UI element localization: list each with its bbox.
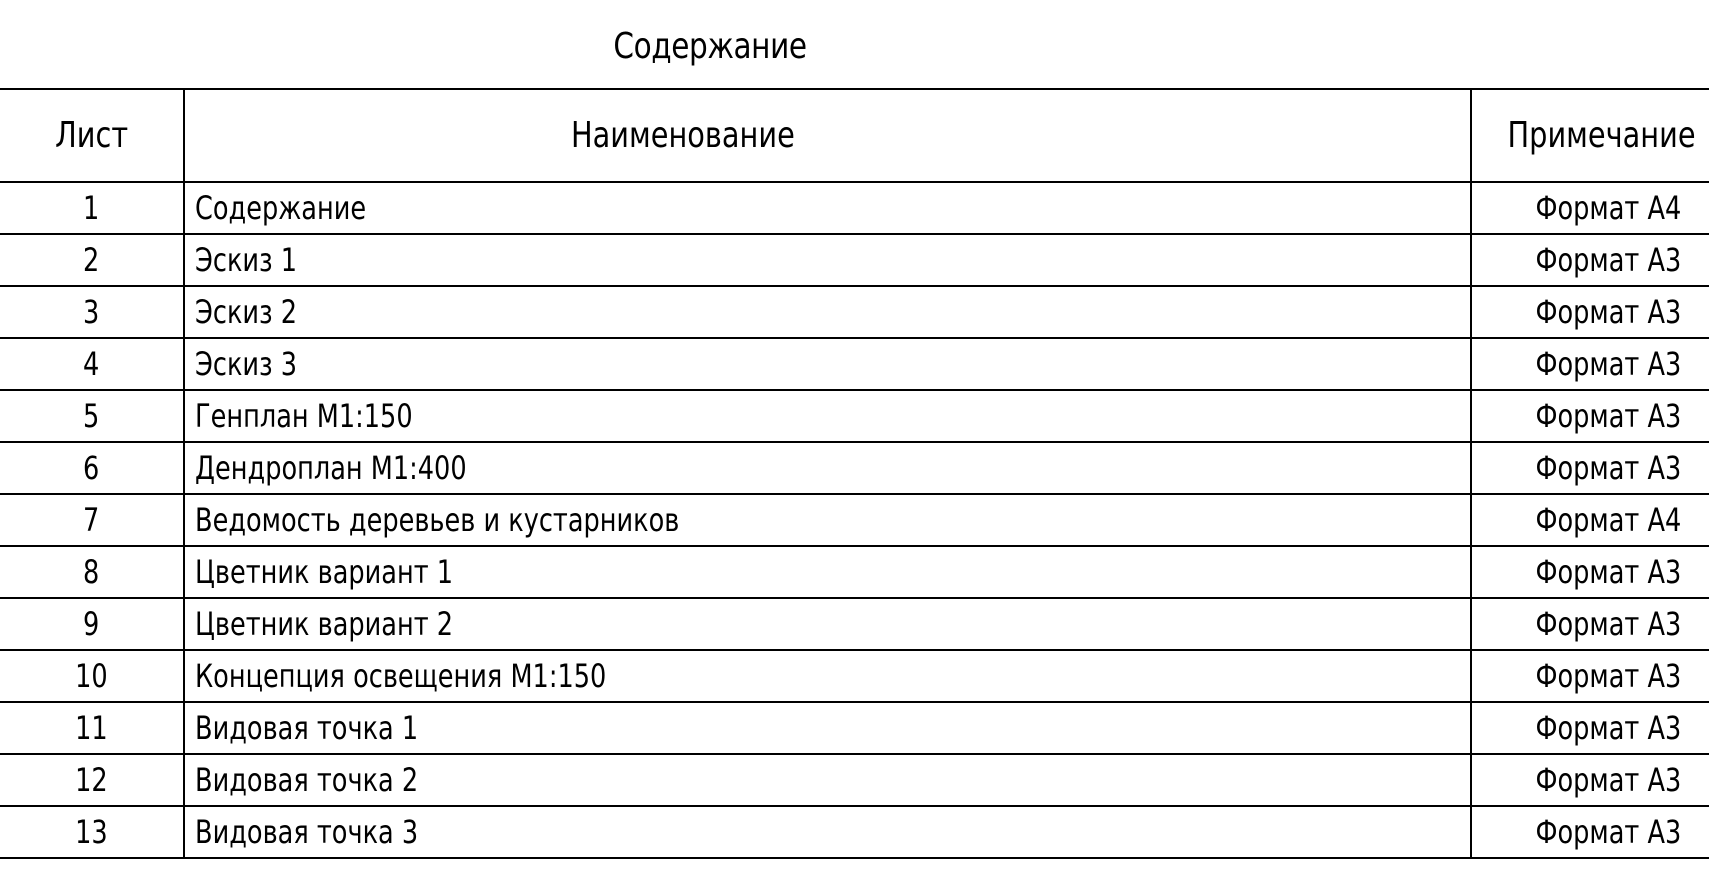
page-title-text: Содержание <box>613 26 807 67</box>
sheet-note-cell <box>1471 650 1709 702</box>
sheet-number-cell <box>0 702 184 754</box>
sheet-note-cell <box>1471 494 1709 546</box>
sheet-name-cell <box>184 390 1471 442</box>
sheet-name-cell <box>184 650 1471 702</box>
sheet-number: 1 <box>83 189 100 227</box>
sheet-name: Видовая точка 3 <box>195 813 419 851</box>
sheet-note-cell <box>1471 598 1709 650</box>
sheet-number-cell <box>0 390 184 442</box>
sheet-name: Эскиз 3 <box>195 345 298 383</box>
sheet-name: Видовая точка 2 <box>195 761 419 799</box>
sheet-note-cell <box>1471 754 1709 806</box>
sheet-name-cell <box>184 546 1471 598</box>
sheet-note-cell <box>1471 442 1709 494</box>
table-row <box>0 338 1709 390</box>
sheet-number-cell <box>0 442 184 494</box>
sheet-number: 4 <box>83 345 100 383</box>
sheet-note: Формат А3 <box>1535 657 1681 695</box>
table-header-row <box>0 89 1709 182</box>
sheet-number: 11 <box>75 709 108 747</box>
sheet-number-cell <box>0 754 184 806</box>
sheet-number: 7 <box>83 501 100 539</box>
header-name <box>184 89 1471 182</box>
sheet-name: Эскиз 2 <box>195 293 298 331</box>
contents-table <box>0 88 1709 859</box>
table-row <box>0 702 1709 754</box>
sheet-name-cell <box>184 234 1471 286</box>
sheet-note-cell <box>1471 182 1709 234</box>
sheet-name: Генплан М1:150 <box>195 397 413 435</box>
sheet-name-cell <box>184 754 1471 806</box>
sheet-note: Формат А3 <box>1535 605 1681 643</box>
header-note <box>1471 89 1709 182</box>
sheet-name: Эскиз 1 <box>195 241 298 279</box>
sheet-note: Формат А3 <box>1535 293 1681 331</box>
sheet-number-cell <box>0 546 184 598</box>
sheet-note: Формат А3 <box>1535 553 1681 591</box>
sheet-name-cell <box>184 182 1471 234</box>
sheet-number-cell <box>0 650 184 702</box>
sheet-note-cell <box>1471 546 1709 598</box>
table-row <box>0 234 1709 286</box>
header-note-label: Примечание <box>1507 115 1696 156</box>
sheet-number-cell <box>0 806 184 858</box>
sheet-name: Дендроплан М1:400 <box>195 449 467 487</box>
sheet-name: Концепция освещения М1:150 <box>195 657 607 695</box>
sheet-note-cell <box>1471 286 1709 338</box>
header-sheet <box>0 89 184 182</box>
sheet-number: 12 <box>75 761 108 799</box>
sheet-name: Цветник вариант 1 <box>195 553 454 591</box>
table-row <box>0 390 1709 442</box>
sheet-note-cell <box>1471 234 1709 286</box>
sheet-number-cell <box>0 598 184 650</box>
sheet-name: Видовая точка 1 <box>195 709 419 747</box>
sheet-name-cell <box>184 338 1471 390</box>
header-name-label: Наименование <box>570 115 795 156</box>
sheet-note-cell <box>1471 806 1709 858</box>
sheet-note-cell <box>1471 702 1709 754</box>
sheet-note: Формат А3 <box>1535 813 1681 851</box>
table-row <box>0 494 1709 546</box>
sheet-name-cell <box>184 494 1471 546</box>
table-row <box>0 754 1709 806</box>
sheet-number: 13 <box>75 813 108 851</box>
sheet-note-cell <box>1471 338 1709 390</box>
sheet-number: 2 <box>83 241 100 279</box>
sheet-note: Формат А3 <box>1535 449 1681 487</box>
sheet-note-cell <box>1471 390 1709 442</box>
sheet-name: Ведомость деревьев и кустарников <box>195 501 680 539</box>
sheet-number: 3 <box>83 293 100 331</box>
sheet-number-cell <box>0 182 184 234</box>
sheet-number: 6 <box>83 449 100 487</box>
table-row <box>0 546 1709 598</box>
sheet-number: 8 <box>83 553 100 591</box>
sheet-name: Цветник вариант 2 <box>195 605 454 643</box>
sheet-number-cell <box>0 286 184 338</box>
sheet-number-cell <box>0 234 184 286</box>
sheet-note: Формат А3 <box>1535 397 1681 435</box>
sheet-name: Содержание <box>195 189 367 227</box>
table-row <box>0 806 1709 858</box>
table-row <box>0 286 1709 338</box>
sheet-name-cell <box>184 598 1471 650</box>
sheet-name-cell <box>184 702 1471 754</box>
table-row <box>0 650 1709 702</box>
page-title <box>128 24 1292 70</box>
sheet-number: 5 <box>83 397 100 435</box>
sheet-number-cell <box>0 494 184 546</box>
table-row <box>0 442 1709 494</box>
sheet-name-cell <box>184 806 1471 858</box>
sheet-note: Формат А3 <box>1535 709 1681 747</box>
sheet-note: Формат А3 <box>1535 345 1681 383</box>
table-row <box>0 598 1709 650</box>
header-sheet-label: Лист <box>54 115 128 156</box>
sheet-number: 10 <box>75 657 108 695</box>
sheet-name-cell <box>184 442 1471 494</box>
sheet-note: Формат А4 <box>1535 501 1681 539</box>
sheet-note: Формат А4 <box>1535 189 1681 227</box>
sheet-number-cell <box>0 338 184 390</box>
sheet-note: Формат А3 <box>1535 761 1681 799</box>
table-row <box>0 182 1709 234</box>
sheet-note: Формат А3 <box>1535 241 1681 279</box>
sheet-number: 9 <box>83 605 100 643</box>
sheet-name-cell <box>184 286 1471 338</box>
